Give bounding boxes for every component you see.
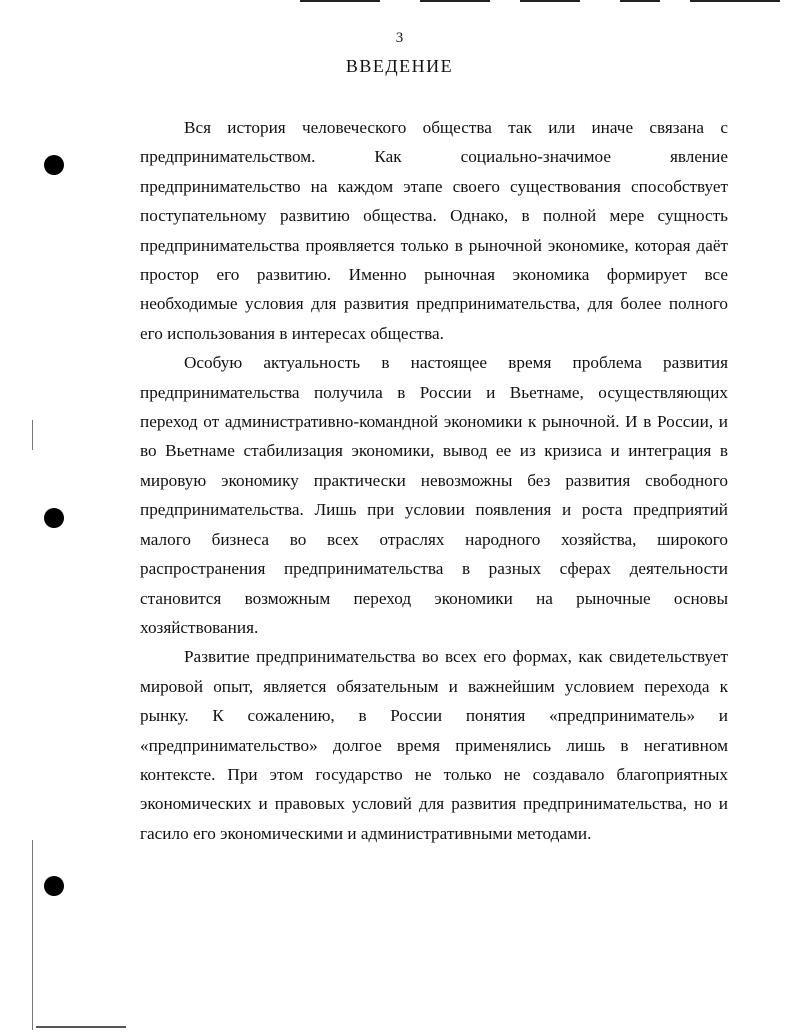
scan-artifact-top-1 [300,0,380,2]
paragraph-3: Развитие предпринимательства во всех его формах, как свидетельствует мировой опыт, является обязательным и важнейшим условием перехода к рынку. К сожалению, в России понятия «предприниматель» и «предпринимательство» долгое время применялись лишь в негативном контексте. При этом государство не только не создавало благоприятных экономических и правовых условий для развития предпринимательства, но и гасило его экономическими и административными методами. [140,647,728,843]
punch-hole-bottom [44,876,64,896]
text-body [140,113,728,848]
scan-artifact-top-3 [520,0,580,2]
punch-hole-top [44,155,64,175]
scan-artifact-top-2 [420,0,490,2]
scan-artifact-top-4 [620,0,660,2]
scan-artifact-left-1 [32,420,33,450]
paragraph-2: Особую актуальность в настоящее время проблема развития предпринимательства получила в России и Вьетнаме, осуществляющих переход от административно-командной экономики к рыночной. И в России, и во Вьетнаме стабилизация экономики, вывод ее из кризиса и интеграция в мировую экономику практически невозможны без развития свободного предпринимательства. Лишь при условии появления и роста предприятий малого бизнеса во всех отраслях народного хозяйства, широкого распространения предпринимательства в разных сферах деятельности становится возможным переход экономики на рыночные основы хозяйствования. [140,353,728,637]
scan-artifact-left-2 [32,840,33,1030]
section-title: ВВЕДЕНИЕ [345,56,454,76]
paragraph-1: Вся история человеческого общества так или иначе связана с предпринимательством. Как социально-значимое явление предпринимательство на каждом этапе своего существования способствует поступательному развитию общества. Однако, в полной мере сущность предпринимательства проявляется только в рыночной экономике, которая даёт простор его развитию. Именно рыночная экономика формирует все необходимые условия для развития предпринимательства, для более полного его использования в интересах общества. [140,118,728,343]
scan-artifact-bottom [36,1026,126,1028]
scan-artifact-top-5 [690,0,780,2]
punch-hole-middle [44,508,64,528]
page-number: 3 [395,30,404,46]
